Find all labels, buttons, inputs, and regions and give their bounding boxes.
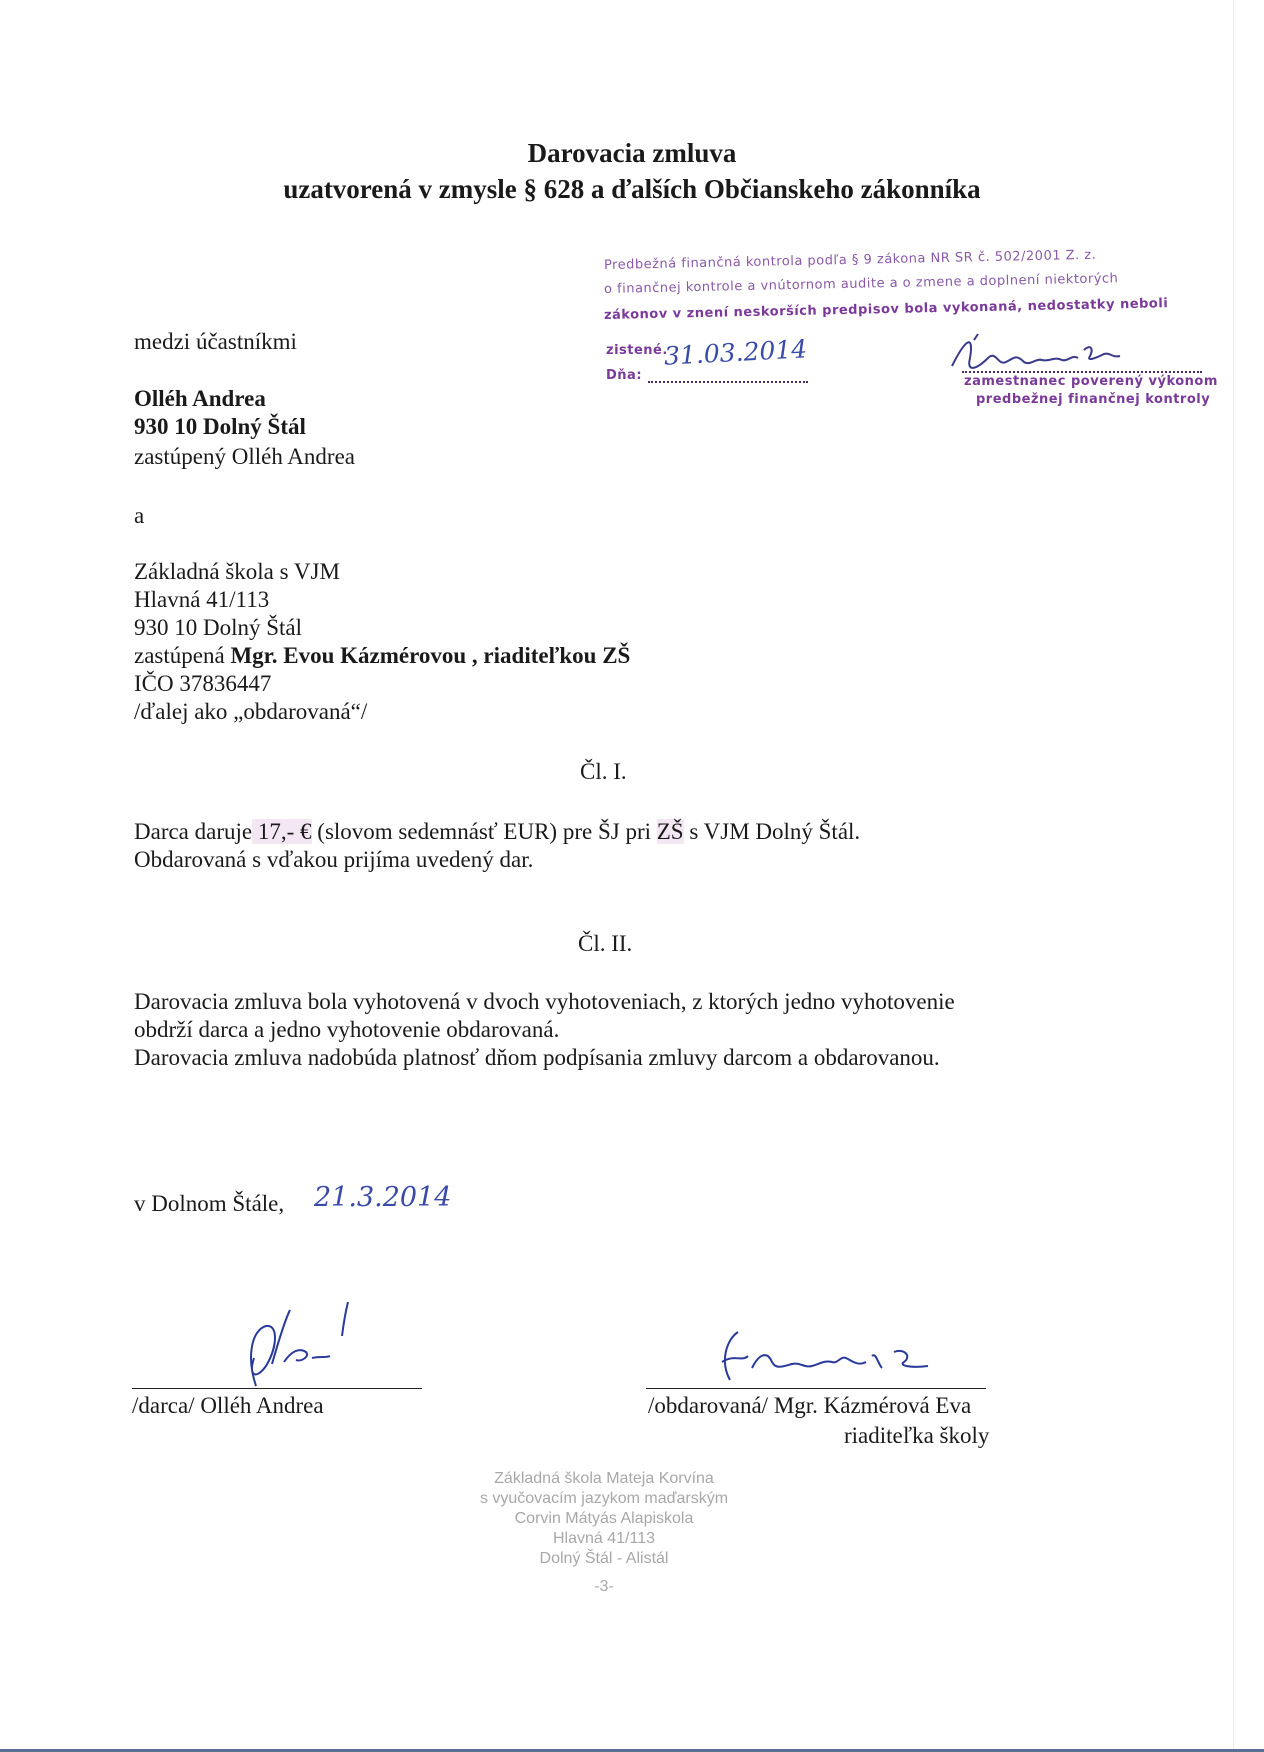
parties-intro: medzi účastníkmi — [134, 329, 297, 354]
school-represented-prefix: zastúpená — [134, 643, 225, 668]
article-1-text-d: s VJM Dolný Štál. — [683, 819, 861, 844]
donor-signature-label: /darca/ Olléh Andrea — [132, 1393, 324, 1418]
school-alias: /ďalej ako „obdarovaná“/ — [134, 699, 368, 724]
article-1-text-b: (slovom sedemnásť EUR) pre ŠJ pri — [311, 819, 657, 844]
article-1-text-c: ZŠ — [656, 819, 684, 844]
article-1-heading: Čl. I. — [580, 759, 627, 784]
school-stamp-line-1: Základná škola Mateja Korvína — [494, 1470, 714, 1487]
stamp-date-label: Dňa: — [606, 368, 643, 383]
school-name: Základná škola s VJM — [134, 559, 340, 584]
handwritten-signing-date: 21.3.2014 — [314, 1182, 452, 1213]
stamp-date-dots — [648, 373, 808, 383]
stamp-employee-line-2: predbežnej finančnej kontroly — [976, 392, 1211, 407]
stamp-signature-dots — [962, 365, 1202, 373]
school-stamp-line-3: Corvin Mátyás Alapiskola — [514, 1510, 694, 1527]
recipient-signature — [708, 1322, 948, 1384]
donor-represented: zastúpený Olléh Andrea — [134, 444, 355, 469]
donation-amount: 17,- € — [252, 819, 312, 844]
article-2-line-1: Darovacia zmluva bola vyhotovená v dvoch vyhotoveniach, z ktorých jedno vyhotovenie — [134, 989, 955, 1014]
article-2-line-3: Darovacia zmluva nadobúda platnosť dňom podpísania zmluvy darcom a obdarovanou. — [134, 1045, 940, 1070]
school-city: 930 10 Dolný Štál — [134, 615, 303, 640]
stamp-line-2: o finančnej kontrole a vnútornom audite a o zmene a doplnení niektorých — [603, 271, 1119, 297]
school-represented — [134, 642, 630, 670]
recipient-role: riaditeľka školy — [844, 1423, 990, 1448]
stamp-line-4: zistené. — [606, 343, 668, 358]
stamp-line-1: Predbežná finančná kontrola podľa § 9 zákona NR SR č. 502/2001 Z. z. — [603, 247, 1097, 273]
donor-signature-line — [132, 1388, 422, 1389]
donor-signature — [226, 1296, 356, 1390]
document-title: Darovacia zmluva — [527, 138, 737, 168]
stamp-handwritten-date: 31.03.2014 — [663, 334, 808, 371]
school-represented-person: Mgr. Evou Kázmérovou , riaditeľkou ZŠ — [230, 643, 631, 668]
recipient-signature-line — [646, 1388, 986, 1389]
document-subtitle: uzatvorená v zmysle § 628 a ďalších Občianskeho zákonníka — [283, 174, 981, 204]
school-stamp-line-4: Hlavná 41/113 — [553, 1530, 655, 1547]
place-label: v Dolnom Štále, — [134, 1191, 285, 1216]
page-number: -3- — [594, 1578, 614, 1595]
article-1-text-a: Darca daruje — [134, 819, 253, 844]
school-street: Hlavná 41/113 — [134, 587, 270, 612]
school-ico: IČO 37836447 — [134, 671, 272, 696]
recipient-signature-label: /obdarovaná/ Mgr. Kázmérová Eva — [648, 1393, 972, 1418]
article-2-heading: Čl. II. — [578, 931, 633, 956]
article-2-line-2: obdrží darca a jedno vyhotovenie obdarovaná. — [134, 1017, 560, 1042]
donor-name: Olléh Andrea — [134, 386, 266, 411]
school-stamp-line-5: Dolný Štál - Alistál — [539, 1550, 669, 1567]
article-1-line-2: Obdarovaná s vďakou prijíma uvedený dar. — [134, 847, 534, 872]
stamp-employee-line-1: zamestnanec poverený výkonom — [964, 374, 1218, 389]
scan-edge — [1233, 0, 1234, 1752]
school-stamp-line-2: s vyučovacím jazykom maďarským — [479, 1490, 729, 1507]
stamp-line-3: zákonov v znení neskorších predpisov bola vykonaná, nedostatky neboli — [603, 296, 1169, 323]
article-1-line-1 — [134, 818, 860, 846]
parties-connector: a — [134, 503, 145, 528]
donor-address: 930 10 Dolný Štál — [134, 414, 306, 439]
